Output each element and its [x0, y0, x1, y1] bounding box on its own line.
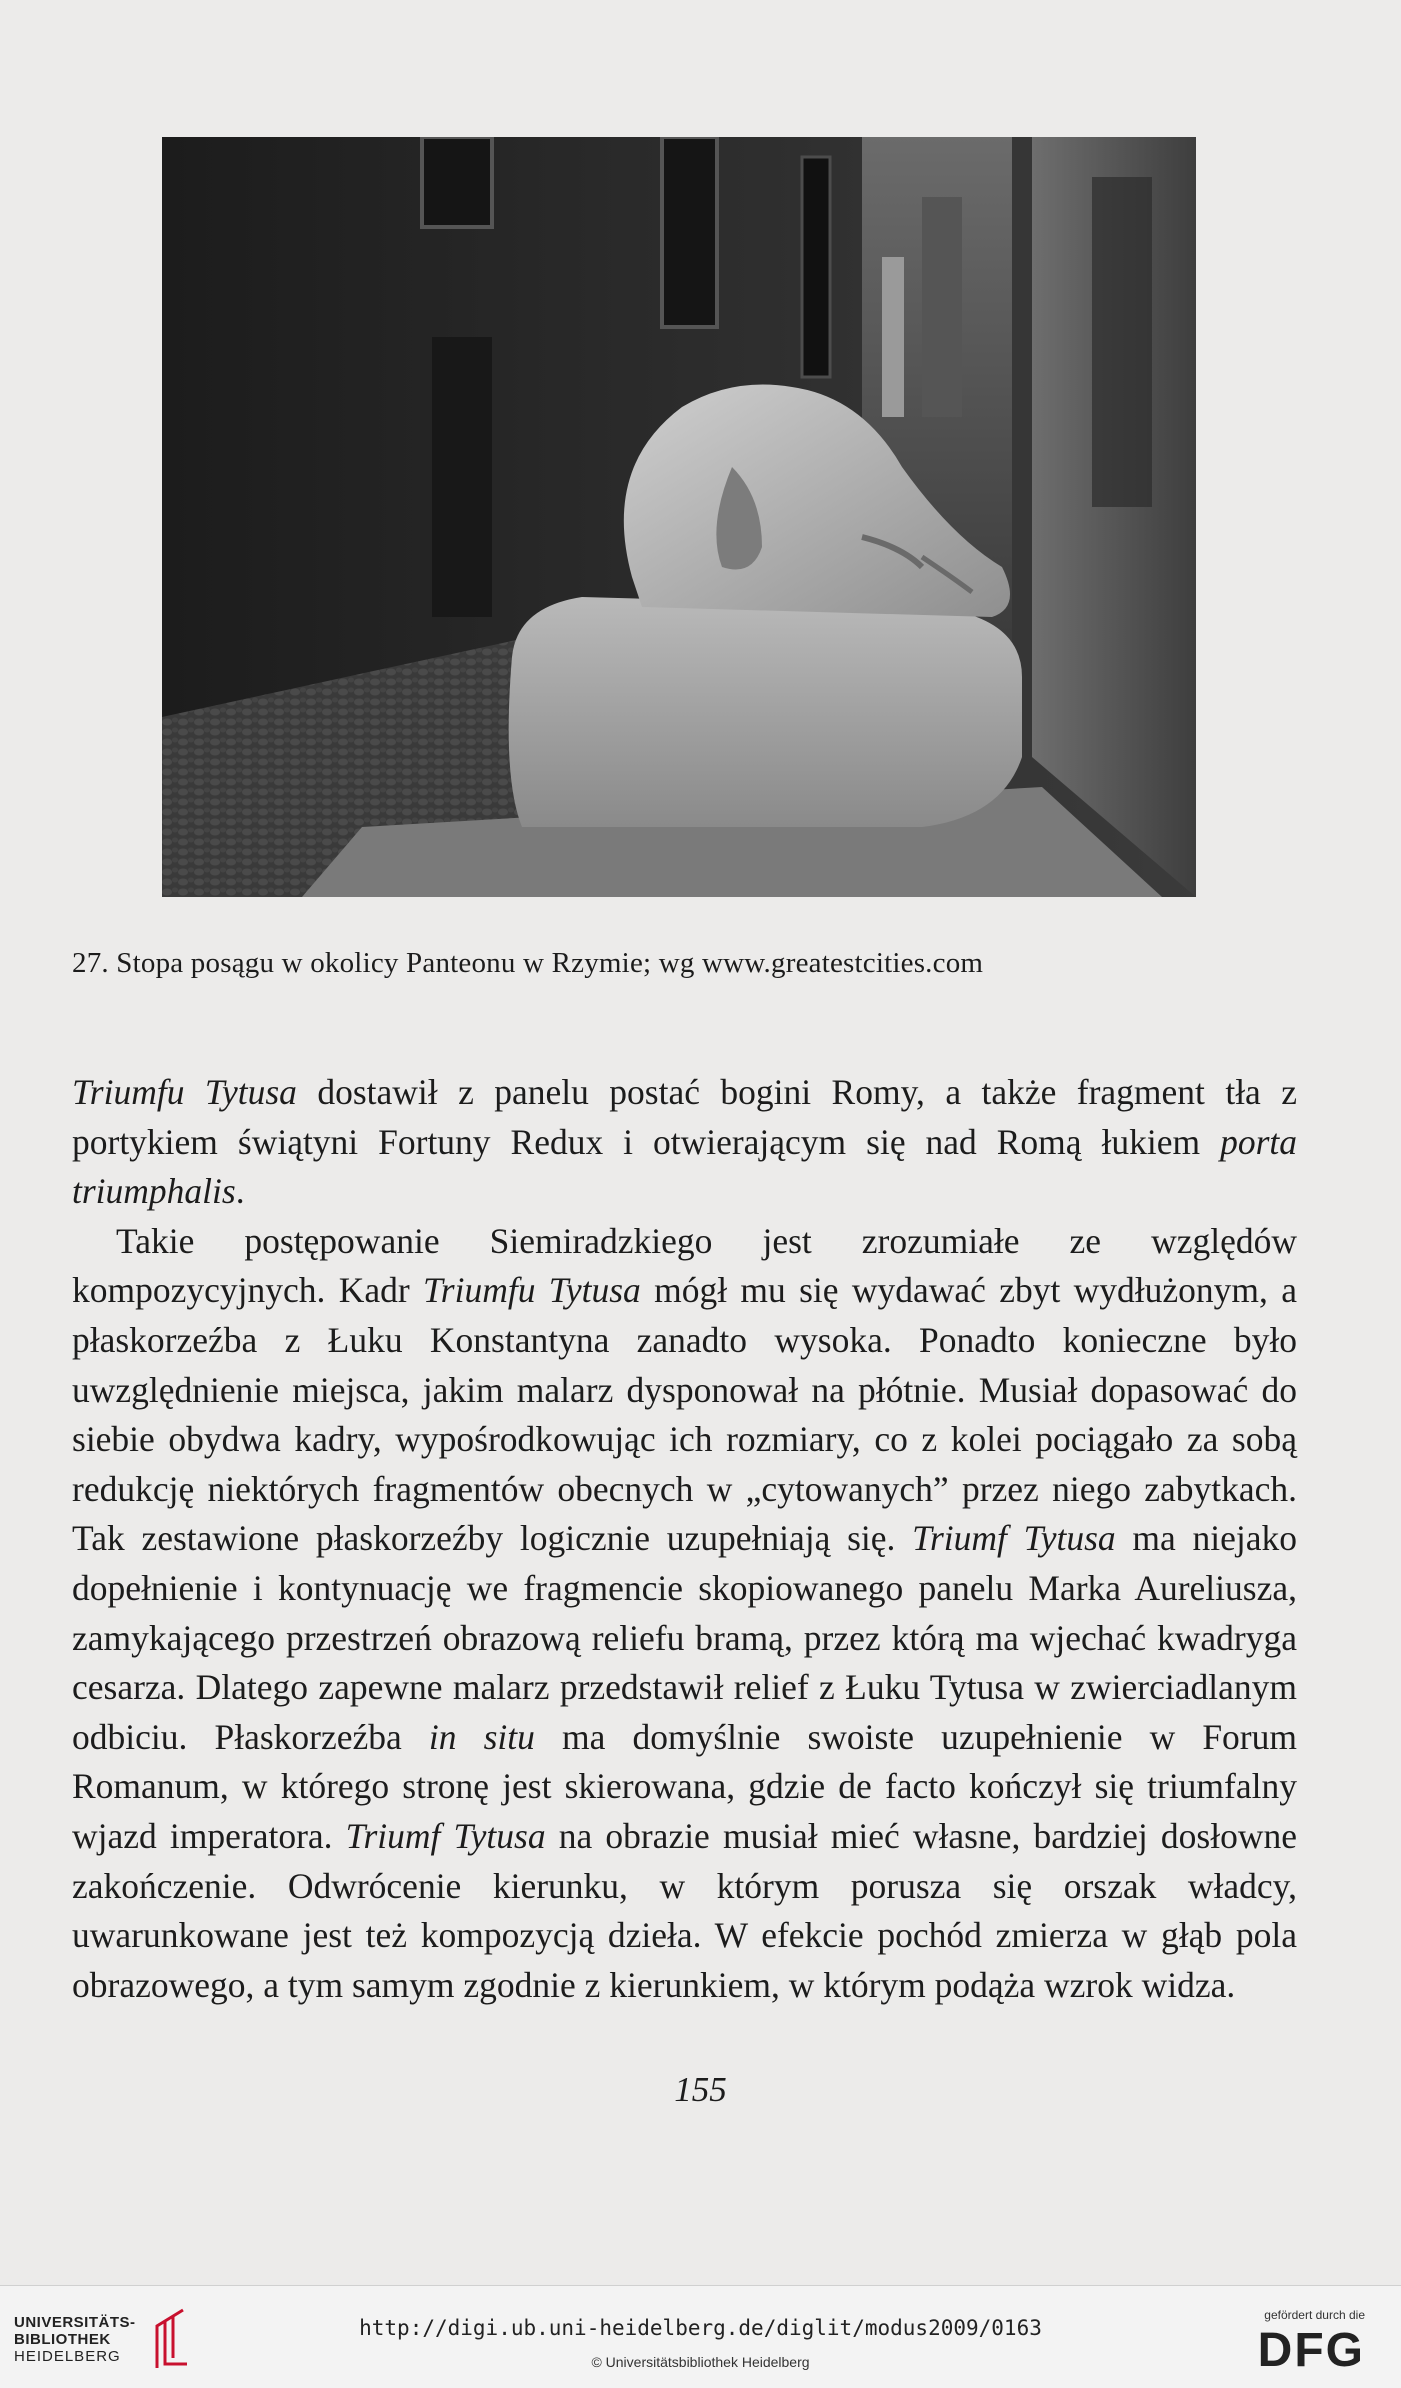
italic-term: porta triumphalis — [72, 1121, 1297, 1212]
statue-foot-photo — [162, 137, 1196, 897]
figure-caption: 27. Stopa posągu w okolicy Panteonu w Rzymie; wg www.greatestcities.com — [72, 947, 984, 979]
italic-term: in situ — [428, 1716, 535, 1757]
italic-title: Triumfu Tytusa — [422, 1270, 641, 1311]
paragraph-2: Takie postępowanie Siemiradzkiego jest zrozumiałe ze względów kompozycyjnych. Kadr Triumfu Tytusa mógł mu się wydawać zbyt wydłużonym, a płaskorzeźba z Łuku Konstantyna zanadto wysoka. Ponadto konieczne było uwzględnienie miejsca, jakim malarz dysponował na płótnie. Musiał dopasować do siebie obydwa kadry, wypośrodkowując ich rozmiary, co z kolei pociągało za sobą redukcję niektórych fragmentów obecnych w „cytowanych” przez niego zabytkach. Tak zestawione płaskorzeźby logicznie uzupełniają się. Triumf Tytusa ma niejako dopełnienie i kontynuację we fragmencie skopiowanego panelu Marka Aureliusza, zamykającego przestrzeń obrazową reliefu bramą, przez którą ma wjechać kwadryga cesarza. Dlatego zapewne malarz przedstawił relief z Łuku Tytusa w zwierciadlanym odbiciu. Płaskorzeźba in situ ma domyślnie swoiste uzupełnienie w Forum Romanum, w którego stronę jest skierowana, gdzie de facto kończył się triumfalny wjazd imperatora. Triumf Tytusa na obrazie musiał mieć własne, bardziej dosłowne zakończenie. Odwrócenie kierunku, w którym porusza się orszak władcy, uwarunkowane jest też kompozycją dzieła. W efekcie pochód zmierza w głąb pola obrazowego, a tym samym zgodnie z kierunkiem, w którym podąża wzrok widza. — [72, 1220, 1297, 2005]
page-number: 155 — [674, 2070, 727, 2109]
italic-title: Triumfu Tytusa — [72, 1072, 297, 1112]
copyright-notice: © Universitätsbibliothek Heidelberg — [591, 2354, 810, 2370]
figure-photo — [162, 137, 1196, 897]
permalink-url[interactable]: http://digi.ub.uni-heidelberg.de/diglit/modus2009/0163 — [359, 2316, 1042, 2340]
dfg-logo: DFG — [1257, 2324, 1365, 2377]
funding-note: gefördert durch die — [1264, 2308, 1365, 2322]
italic-title: Triumf Tytusa — [912, 1518, 1116, 1559]
paragraph-1: Triumfu Tytusa dostawił z panelu postać bogini Romy, a także fragment tła z portykiem świątyni Fortuny Redux i otwierającym się nad Romą łukiem porta triumphalis. — [72, 1072, 1297, 1212]
italic-title: Triumf Tytusa — [345, 1815, 546, 1856]
body-text — [72, 1068, 1297, 2010]
ub-heidelberg-logo: UNIVERSITÄTS- BIBLIOTHEK HEIDELBERG — [14, 2314, 136, 2365]
viewer-footer — [0, 2285, 1401, 2388]
